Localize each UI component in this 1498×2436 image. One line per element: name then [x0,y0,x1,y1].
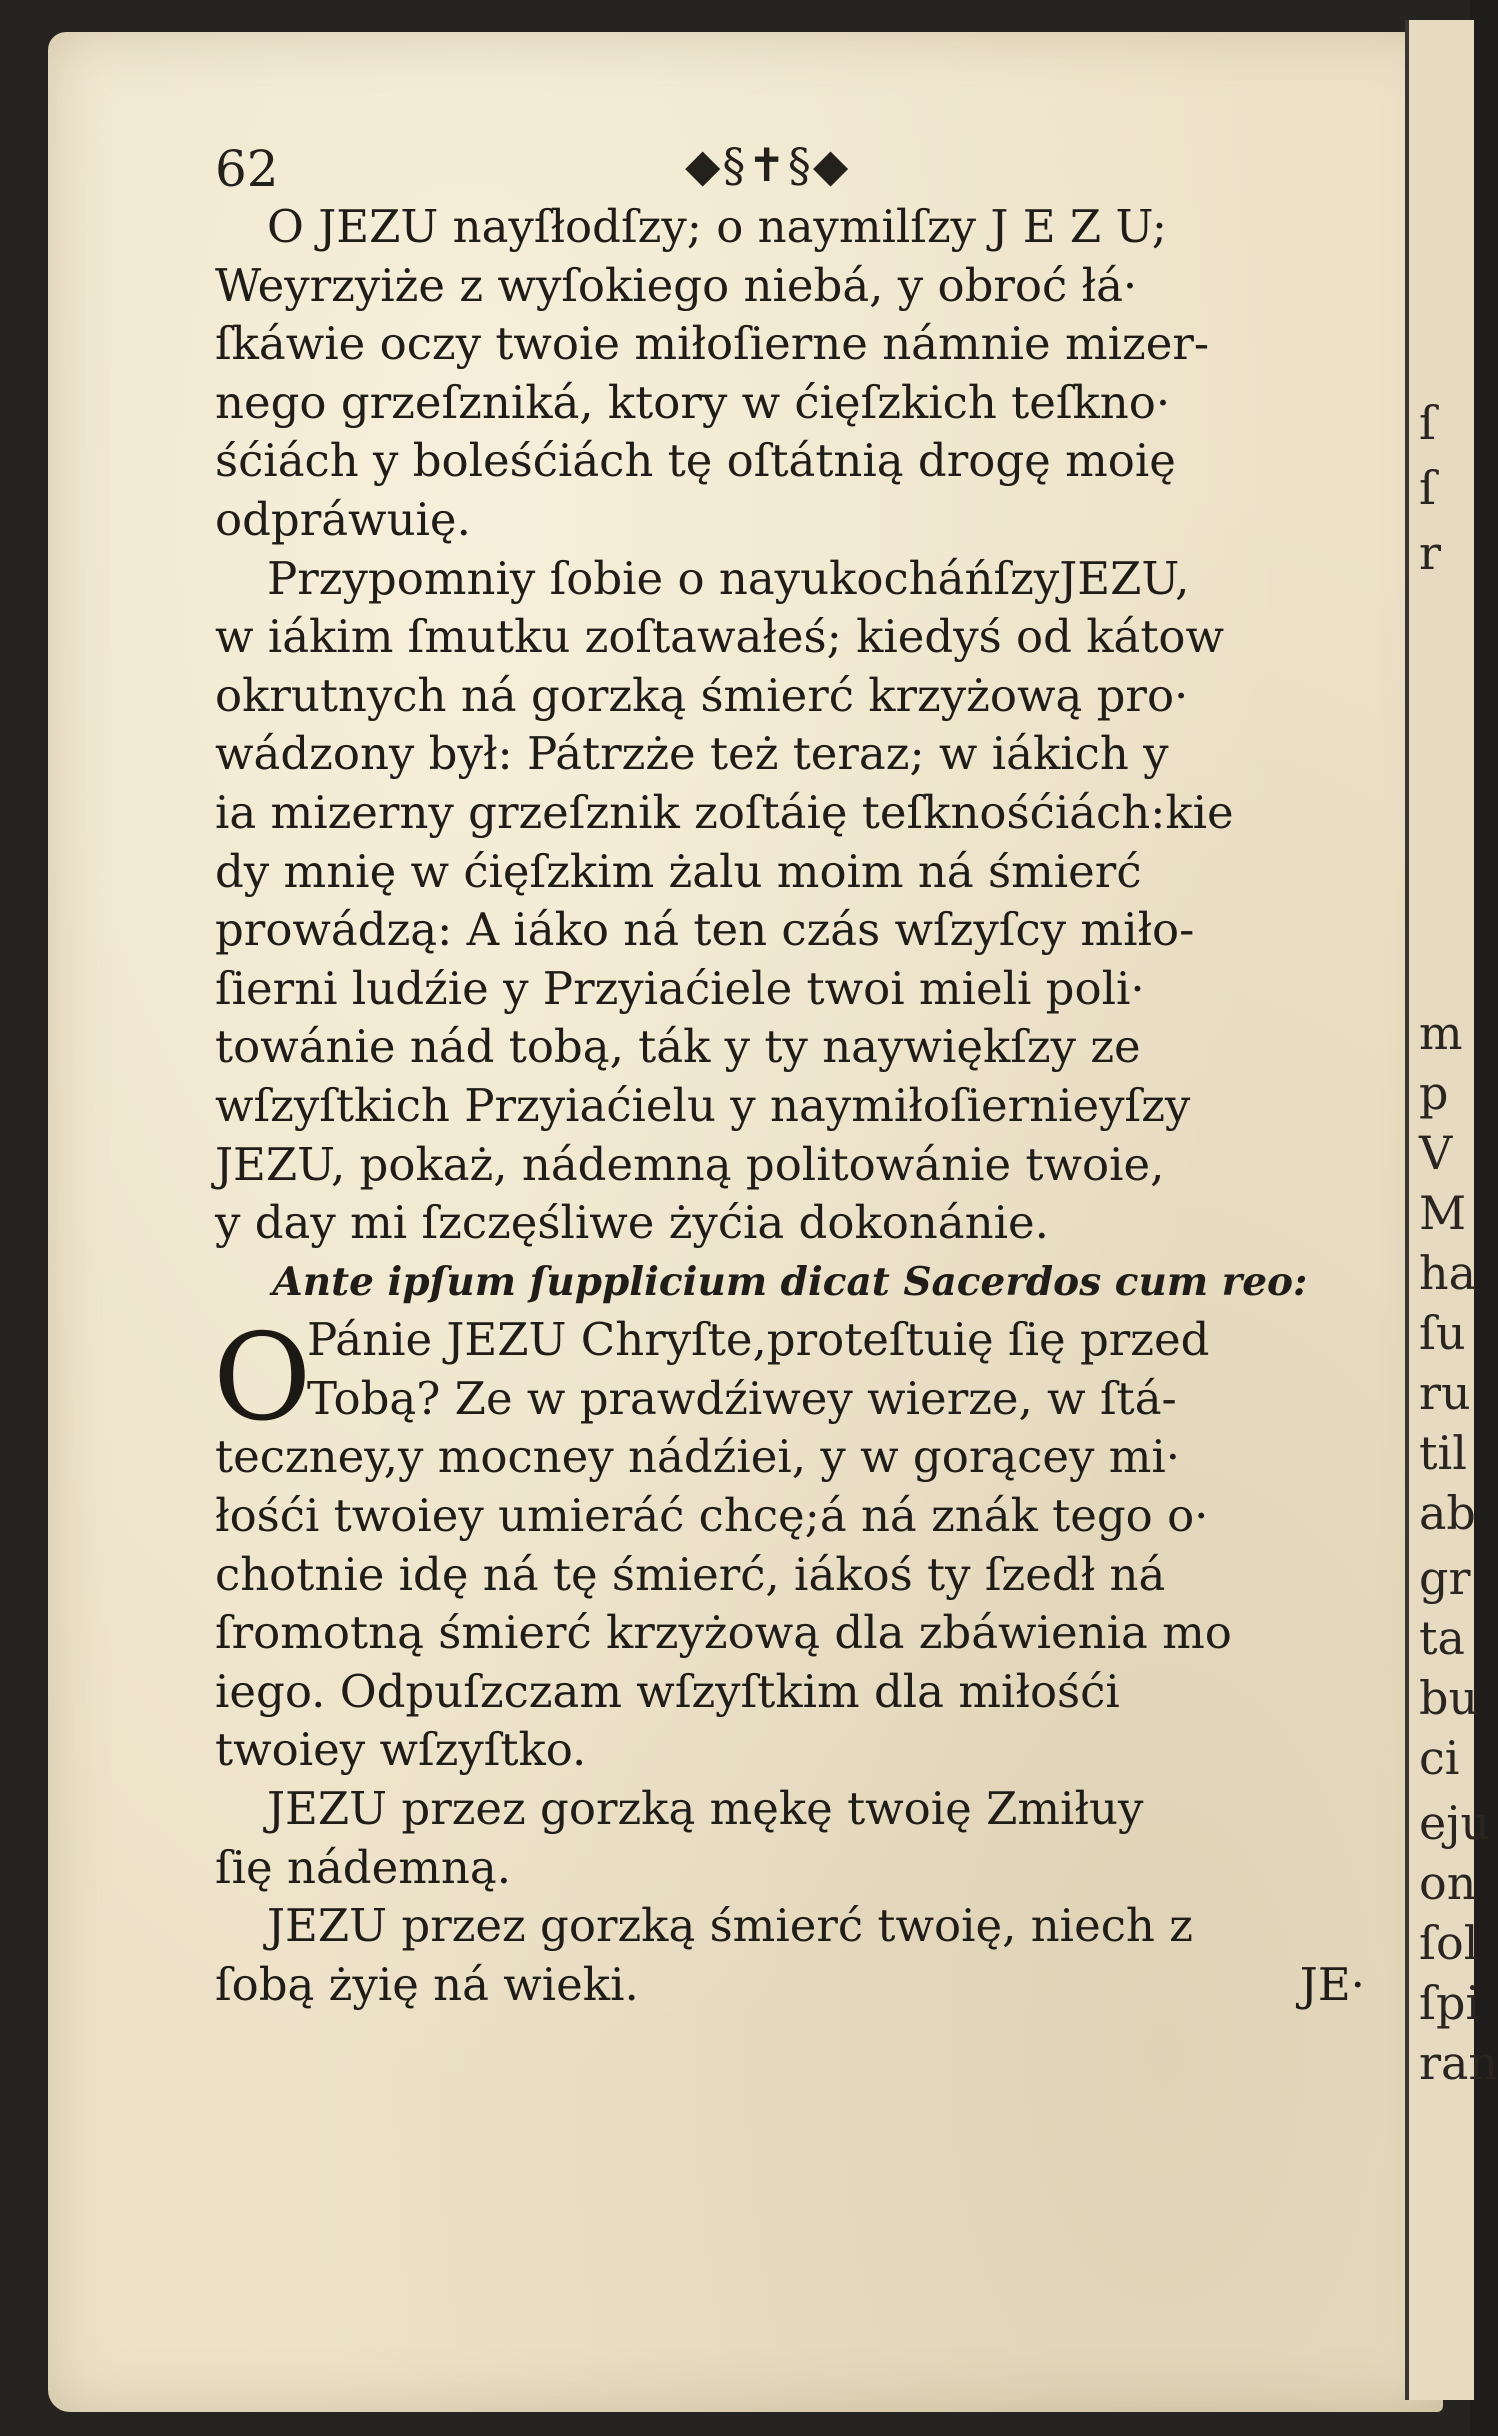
text-line: JEZU, pokaż, nádemną politowánie twoie, [215,1137,1165,1191]
adjacent-page-fragment: V [1419,1126,1453,1180]
adjacent-page-fragment: ſol [1419,1916,1479,1970]
adjacent-page-fragment: ta [1419,1611,1465,1665]
text-line: nego grzeſzniká, ktory w ćięſzkich teſkno· [215,375,1171,429]
text-line: ſkáwie oczy twoie miłoſierne námnie mizer- [215,317,1210,371]
text-line: teczney,y mocney nádźiei, y w gorącey mi· [215,1430,1181,1484]
adjacent-page-fragment: ab [1419,1486,1476,1540]
paragraph-1 [215,198,1405,550]
page-number: 62 [215,140,279,198]
text-line: ſię nádemną. [215,1840,512,1894]
text-line: Weyrzyiże z wyſokiego niebá, y obroć łá· [215,258,1138,312]
adjacent-page-fragment: ſ [1419,396,1437,450]
last-line [215,1956,1405,2015]
text-line: JEZU przez gorzką śmierć twoię, niech z [267,1899,1193,1953]
text-line: śćiách y boleśćiách tę oſtátnią drogę moię [215,434,1176,488]
text-line: ia mizerny grzeſznik zoſtáię teſknośćiách:kie [215,785,1234,839]
text-line: Pánie JEZU Chryſte,proteſtuię ſię przed [307,1313,1210,1367]
adjacent-page-fragment: eju [1419,1796,1491,1850]
adjacent-page-fragment: ſ [1419,461,1437,515]
adjacent-page-fragment: til [1419,1426,1467,1480]
text-line: Tobą? Ze w prawdźiwey wierze, w ſtá- [307,1371,1177,1425]
text-line: prowádzą: A iáko ná ten czás wſzyſcy miło- [215,903,1195,957]
text-line: okrutnych ná gorzką śmierć krzyżową pro· [215,668,1189,722]
text-line: JEZU przez gorzką mękę twoię Zmiłuy [267,1782,1144,1836]
invocation-2 [215,1897,1405,2014]
invocation-1 [215,1780,1405,1897]
page-header [215,140,1395,200]
adjacent-page-fragment: ſu [1419,1306,1466,1360]
text-line: w iákim ſmutku zoſtawałeś; kiedyś od kátow [215,610,1225,664]
text-line: ſobą żyię ná wieki. [215,1957,639,2011]
adjacent-page-fragment: m [1419,1006,1463,1060]
adjacent-page-fragment: p [1419,1066,1449,1120]
text-line: chotnie idę ná tę śmierć, iákoś ty ſzedł ná [215,1547,1166,1601]
text-line: wádzony był: Pátrzże też teraz; w iákich y [215,727,1169,781]
adjacent-page-fragment: on [1419,1856,1477,1910]
text-line: odpráwuię. [215,492,471,546]
paragraph-2 [215,550,1405,1253]
text-line: Przypomniy ſobie o nayukocháńſzyJEZU, [267,551,1190,605]
text-line: y day mi ſzczęśliwe żyćia dokonánie. [215,1196,1049,1250]
adjacent-page-fragment: M [1419,1186,1467,1240]
prayer-paragraph [215,1311,1405,1780]
text-line: towánie nád tobą, ták y ty naywiękſzy ze [215,1020,1141,1074]
text-line: wſzyſtkich Przyiaćielu y naymiłoſiernieyſzy [215,1078,1191,1132]
drop-cap: O [213,1309,312,1449]
text-line: łośći twoiey umieráć chcę;á ná znák tego o· [215,1489,1209,1543]
page-body [215,198,1405,2014]
section-heading: Ante ipſum ſupplicium dicat Sacerdos cum reo: [272,1258,1308,1305]
adjacent-page-fragment: ran [1419,2036,1498,2090]
adjacent-page-fragment: r [1419,526,1441,580]
adjacent-page-edge [1405,20,1498,2400]
adjacent-page-fragment: ſpi [1419,1976,1481,2030]
adjacent-page-fragment: ci [1419,1731,1460,1785]
adjacent-page-fragment: bu [1419,1671,1479,1725]
text-line: O JEZU nayſłodſzy; o naymilſzy J E Z U; [267,200,1167,253]
text-line: ſierni ludźie y Przyiaćiele twoi mieli poli· [215,961,1145,1015]
text-line: ſromotną śmierć krzyżową dla zbáwienia mo [215,1606,1232,1660]
adjacent-page-fragment: ha [1419,1246,1477,1300]
adjacent-page-fragment: gr [1419,1551,1471,1605]
text-line: dy mnię w ćięſzkim żalu moim ná śmierć [215,844,1142,898]
header-ornament: ◆§✝§◆ [685,138,851,192]
catchword: JE· [1299,1957,1365,2011]
adjacent-page-fragment: ru [1419,1366,1471,1420]
text-line: twoiey wſzyſtko. [215,1723,587,1777]
text-line: iego. Odpuſzczam wſzyſtkim dla miłośći [215,1664,1120,1718]
